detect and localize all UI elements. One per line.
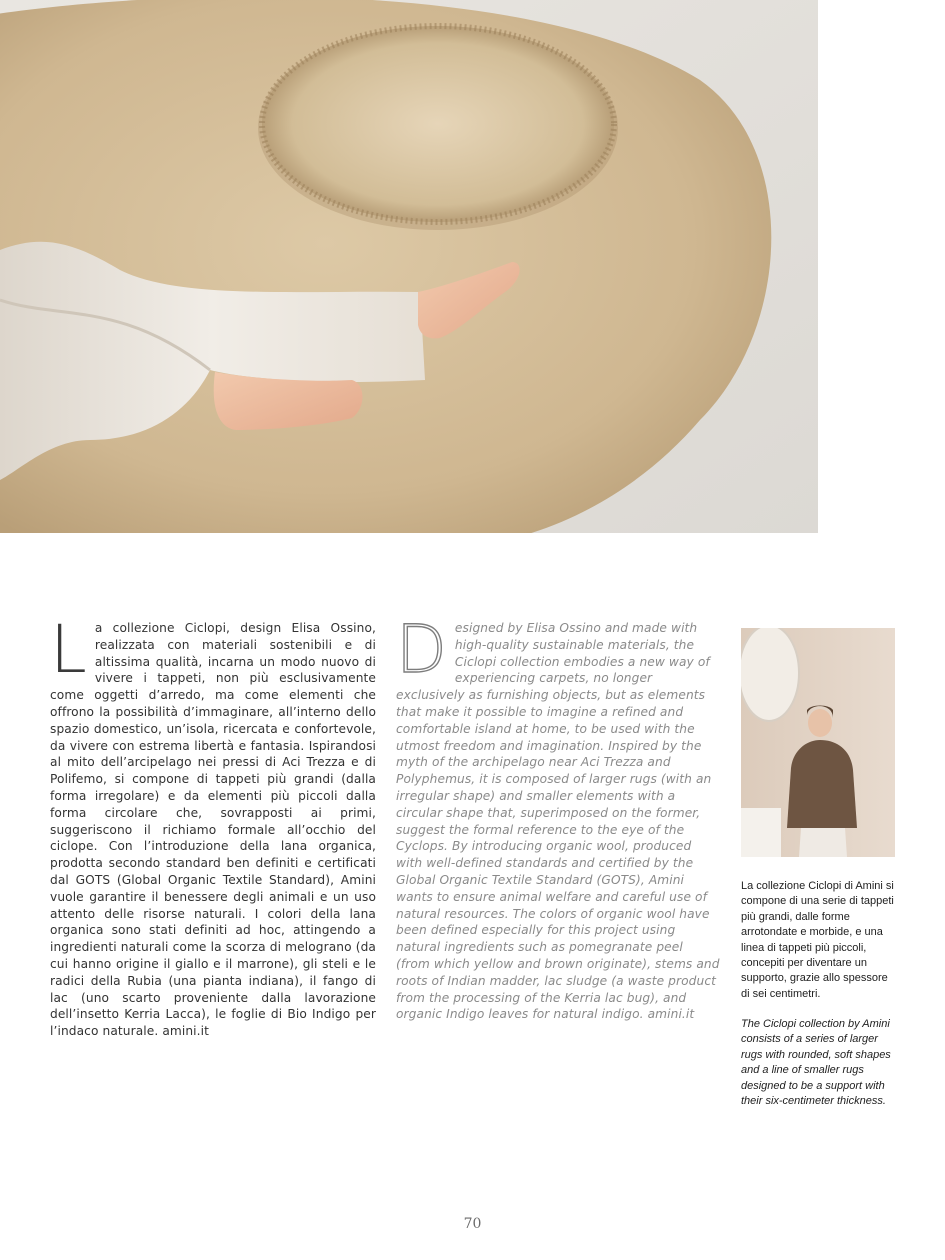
page-number: 70: [463, 1216, 482, 1232]
hero-photo: [0, 0, 818, 533]
english-dropcap: D: [396, 611, 447, 688]
english-body-text: esigned by Elisa Ossino and made with high-quality sustainable materials, the Ciclopi collection embodies a new way of experiencing carpets, no longer exclusively as furnishing objects, but as elements that make it possible to imagine a refined and comfortable island at home, to be used with the utmost freedom and imagination. Inspired by the myth of the archipelago near Aci Trezza and Polyphemus, it is composed of larger rugs (with an irregular shape) and smaller elements with a circular shape that, superimposed on the former, suggest the formal reference to the eye of the Cyclops. By introducing organic wool, produced with well-defined standards and certified by the Global Organic Textile Standard (GOTS), Amini wants to ensure animal welfare and careful use of natural resources. The colors of organic wool have been defined especially for this project using natural ingredients such as pomegranate peel (from which yellow and brown originate), stems and roots of Indian madder, lac sludge (a waste product from the processing of the Kerria lac bug), and organic Indigo leaves for natural indigo. amini.it: [396, 621, 720, 1022]
sidebar-caption-english: The Ciclopi collection by Amini consists of a series of larger rugs with rounded, soft shapes and a line of smaller rugs designed to be a support with their six-centimeter thickness.: [741, 1018, 891, 1108]
english-article-column: [396, 611, 720, 1023]
italian-body-text: a collezione Ciclopi, design Elisa Ossino, realizzata con materiali sostenibili e di altissima qualità, incarna un modo nuovo di vivere i tappeti, non più esclusivamente come oggetti d’arredo, ma come elementi che offrono la possibilità d’immaginare, all’interno dello spazio domestico, un’isola, ricercata e confortevole, da vivere con estrema libertà e fantasia. Ispirandosi al mito dell’arcipelago nei pressi di Aci Trezza e di Polifemo, si compone di tappeti più grandi (dalla forma irregolare) e da elementi più piccoli dalla forma circolare che, sovrapposti ai primi, suggeriscono il richiamo formale all’occhio del ciclope. Con l’introduzione della lana organica, prodotta secondo standard ben definiti e certificati dal GOTS (Global Organic Textile Standard), Amini vuole garantire il benessere degli animali e un uso attento delle risorse naturali. I colori della lana organica sono stati definiti ad hoc, attingendo a ingredienti naturali come la scorza di melograno (da cui hanno origine il giallo e il marrone), gli steli e le radici della Rubia (una pianta indiana), il fango di lac (uno scarto proveniente dalla lavorazione dell’insetto Kerria Lacca), le foglie di Bio Indigo per l’indaco naturale. amini.it: [50, 621, 376, 1039]
sidebar-caption-italian: La collezione Ciclopi di Amini si compone di una serie di tappeti più grandi, dalle forme arrotondate e morbide, e una linea di tappeti più piccoli, concepiti per diventare un supporto, grazie allo spessore di sei centimetri.: [741, 880, 894, 1000]
italian-dropcap: L: [50, 611, 87, 688]
round-rug-photo-icon: [0, 0, 818, 533]
sidebar-photo: [741, 628, 895, 857]
woman-portrait-photo-icon: [741, 628, 895, 857]
italian-article-column: [50, 611, 376, 1040]
